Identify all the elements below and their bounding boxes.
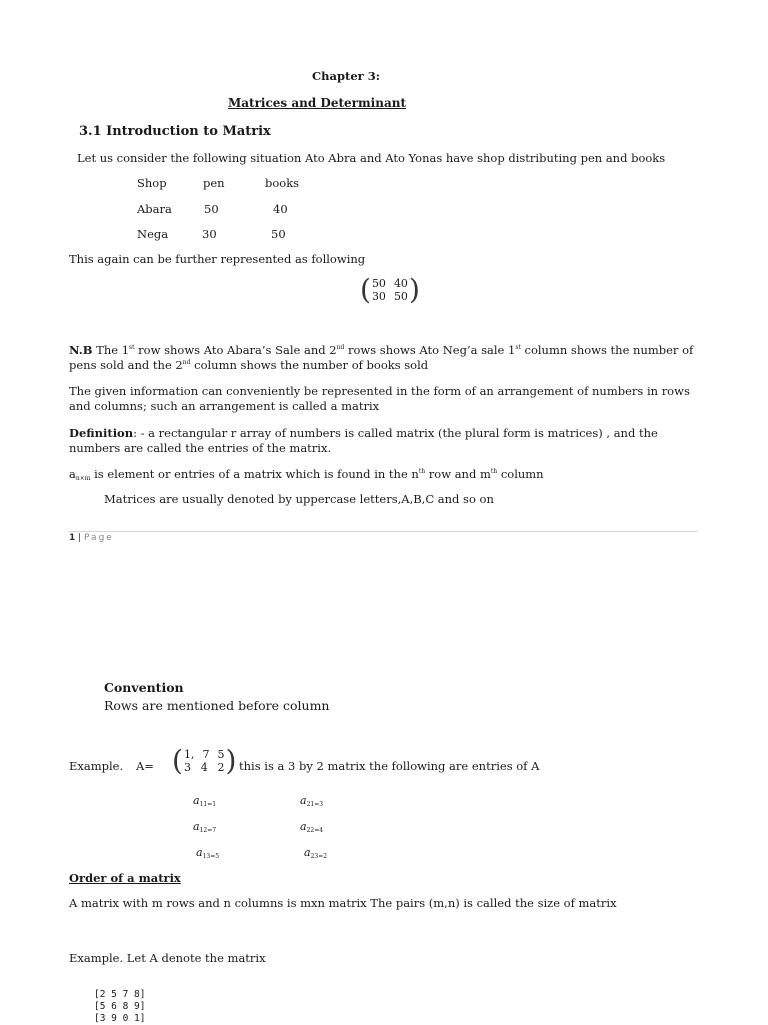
matrix-entry: $a_{12=7}$ [193,820,217,834]
example-a-equals: A= [136,759,154,773]
table-header-cell: books [265,176,300,190]
chapter-heading: Chapter 3: [312,69,380,83]
example-label: Example. [69,759,124,773]
example2-paragraph: Example. Let A denote the matrix [69,951,266,965]
convention-text: Rows are mentioned before column [104,698,330,713]
represent-paragraph: This again can be further represented as following [69,252,366,266]
matrix-entry: $a_{21=3}$ [300,794,324,808]
chapter-title: Matrices and Determinant [228,96,406,110]
table-cell: 50 [204,201,219,216]
left-paren: ( [360,273,371,306]
table-cell: 50 [271,227,286,241]
nb-label: N.B [69,343,93,357]
definition-label: Definition [69,426,134,440]
table-cell: 30 [202,227,217,241]
example-description: this is a 3 by 2 matrix the following are entries of A [239,759,540,773]
table-header-cell: Shop [137,176,167,190]
bracket-matrix [94,989,145,1025]
matrix-cell: 7 [202,748,210,761]
order-heading: Order of a matrix [69,871,181,885]
matrix-pen-books [360,273,420,306]
right-paren: ) [408,273,420,306]
matrix-cell: 50 [393,290,408,303]
section-heading: 3.1 Introduction to Matrix [79,124,271,139]
table-cell: Abara [137,201,172,216]
intro-paragraph: Let us consider the following situation Ato Abra and Ato Yonas have shop distributing pen and books [77,151,666,165]
matrix-cell: 1, [183,748,195,761]
page-footer: 1 | Page [69,533,114,543]
matrix-a [172,744,237,777]
matrix-entry: $a_{22=4}$ [300,820,324,834]
definition-paragraph: Definition: - a rectangular r array of numbers is called matrix (the plural form is matrices) , and the numbers are called the entries of the matrix. [69,426,658,455]
matrix-entry: $a_{13=5}$ [196,846,220,860]
matrix-cell: 2 [217,761,225,774]
element-paragraph: $a_{n\times m}$ is element or entries of a matrix which is found in the $n^{th}$ row and $m^{th}$ column [69,467,544,482]
matrix-cell: 30 [371,290,386,303]
right-paren: ) [225,744,237,777]
bracket-matrix-row: [5 6 8 9] [94,1001,146,1012]
page-label: Page [84,533,114,543]
bracket-matrix-row: [2 5 7 8] [94,989,146,1000]
nb-paragraph: N.B The 1st row shows Ato Abara’s Sale and 2nd rows shows Ato Neg’a sale 1st column shows the number of pens sold and the 2nd column shows the number of books sold [69,343,694,372]
table-cell: Nega [137,227,169,241]
matrix-cell: 5 [217,748,225,761]
footer-divider [68,531,698,532]
table-header-cell: pen [203,176,225,190]
matrix-entry: $a_{23=2}$ [304,846,328,860]
left-paren: ( [172,744,183,777]
denoted-paragraph: Matrices are usually denoted by uppercase letters,A,B,C and so on [104,492,494,506]
table-cell: 40 [273,201,288,216]
matrix-cell: 4 [200,761,208,774]
matrix-entry: $a_{11=1}$ [193,794,217,808]
matrix-cell: 50 [371,277,386,290]
matrix-cell: 3 [183,761,191,774]
given-paragraph: The given information can conveniently be represented in the form of an arrangement of numbers in rows and columns; such an arrangement is called a matrix [69,384,690,413]
bracket-matrix-row: [3 9 0 1] [94,1013,146,1024]
matrix-cell: 40 [393,277,408,290]
order-paragraph: A matrix with m rows and n columns is mxn matrix The pairs (m,n) is called the size of matrix [69,896,617,910]
page-number: 1 [69,533,76,543]
convention-heading: Convention [104,680,184,695]
